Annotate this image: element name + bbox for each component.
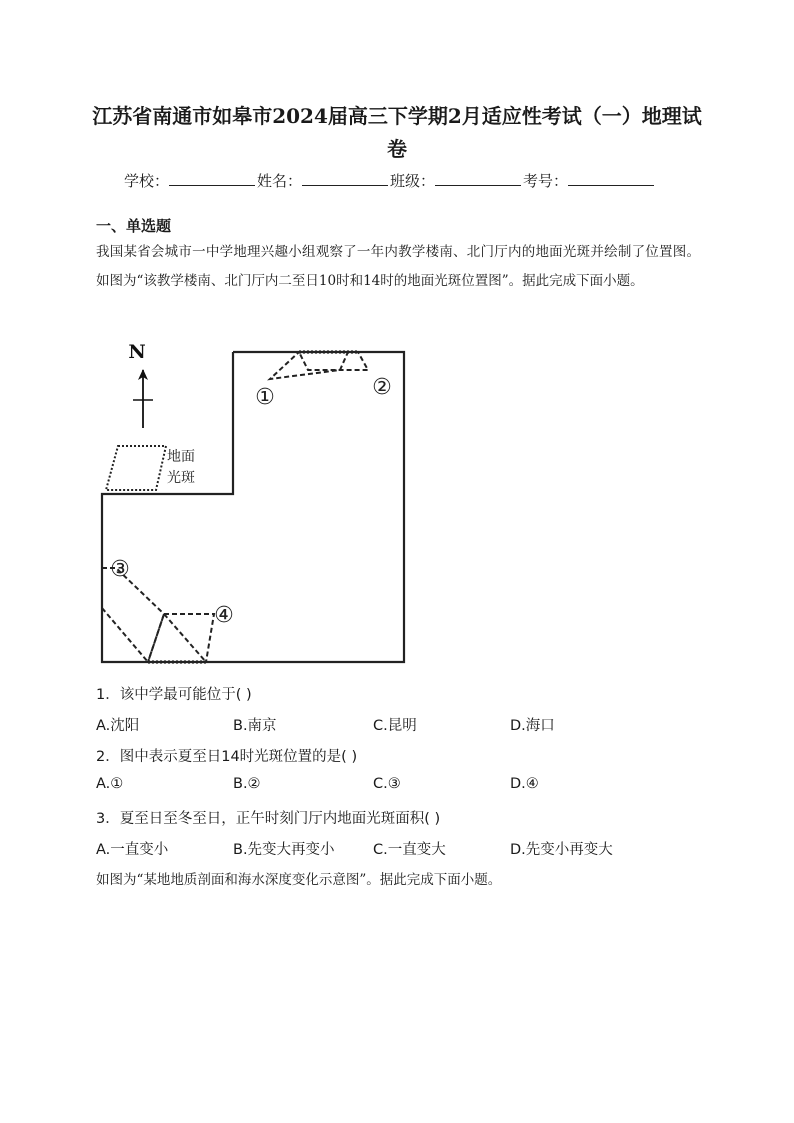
exam-id-label: 考号： bbox=[523, 172, 569, 190]
spot-2 bbox=[299, 352, 368, 370]
spot-3-edge bbox=[102, 608, 148, 662]
exam-title bbox=[90, 100, 704, 166]
q3-option-c[interactable]: C.一直变大 bbox=[373, 842, 446, 858]
q3-option-a[interactable]: A.一直变小 bbox=[96, 842, 169, 858]
q2-option-b[interactable]: B.② bbox=[233, 776, 261, 792]
q2-option-d[interactable]: D.④ bbox=[510, 776, 539, 792]
marker-1: ① bbox=[255, 385, 275, 410]
question-2: 2．图中表示夏至日14时光斑位置的是( ) bbox=[96, 749, 358, 765]
hall-outline bbox=[102, 352, 404, 662]
name-blank[interactable] bbox=[302, 171, 388, 186]
title-line-1: 江苏省南通市如皋市2024届高三下学期2月适应性考试（一）地理试 bbox=[92, 104, 702, 128]
question-3: 3．夏至日至冬至日，正午时刻门厅内地面光斑面积( ) bbox=[96, 811, 441, 827]
legend-spot bbox=[106, 446, 166, 490]
q3-option-d[interactable]: D.先变小再变大 bbox=[510, 842, 613, 858]
class-blank[interactable] bbox=[435, 171, 521, 186]
name-label: 姓名： bbox=[257, 172, 303, 190]
school-label: 学校： bbox=[124, 172, 170, 190]
north-label: N bbox=[128, 341, 146, 363]
legend-label-1: 地面 bbox=[167, 449, 195, 465]
spot-3 bbox=[102, 568, 164, 662]
light-spot-figure bbox=[96, 336, 416, 671]
marker-2: ② bbox=[372, 375, 392, 400]
q1-option-b[interactable]: B.南京 bbox=[233, 718, 277, 734]
q2-option-a[interactable]: A.① bbox=[96, 776, 124, 792]
class-label: 班级： bbox=[390, 172, 436, 190]
q3-option-b[interactable]: B.先变大再变小 bbox=[233, 842, 335, 858]
student-info-row bbox=[124, 170, 656, 191]
question-1: 1．该中学最可能位于( ) bbox=[96, 687, 252, 703]
marker-3: ③ bbox=[110, 557, 130, 582]
q1-option-c[interactable]: C.昆明 bbox=[373, 718, 417, 734]
q1-option-d[interactable]: D.海口 bbox=[510, 718, 555, 734]
q1-option-a[interactable]: A.沈阳 bbox=[96, 718, 140, 734]
title-line-2: 卷 bbox=[387, 137, 407, 161]
q2-option-c[interactable]: C.③ bbox=[373, 776, 401, 792]
spot-4 bbox=[148, 614, 214, 662]
spot-4-diag bbox=[164, 614, 206, 662]
exam-id-blank[interactable] bbox=[568, 171, 654, 186]
intro-paragraph: 我国某省会城市一中学地理兴趣小组观察了一年内教学楼南、北门厅内的地面光斑并绘制了位置图。如图为“该教学楼南、北门厅内二至日10时和14时的地面光斑位置图”。据此完成下面小题。 bbox=[96, 244, 700, 289]
spot-1 bbox=[270, 352, 348, 379]
section-heading: 一、单选题 bbox=[96, 217, 172, 235]
legend-label-2: 光斑 bbox=[167, 470, 195, 486]
next-intro-paragraph: 如图为“某地地质剖面和海水深度变化示意图”。据此完成下面小题。 bbox=[96, 872, 502, 888]
school-blank[interactable] bbox=[169, 171, 255, 186]
marker-4: ④ bbox=[214, 603, 234, 628]
